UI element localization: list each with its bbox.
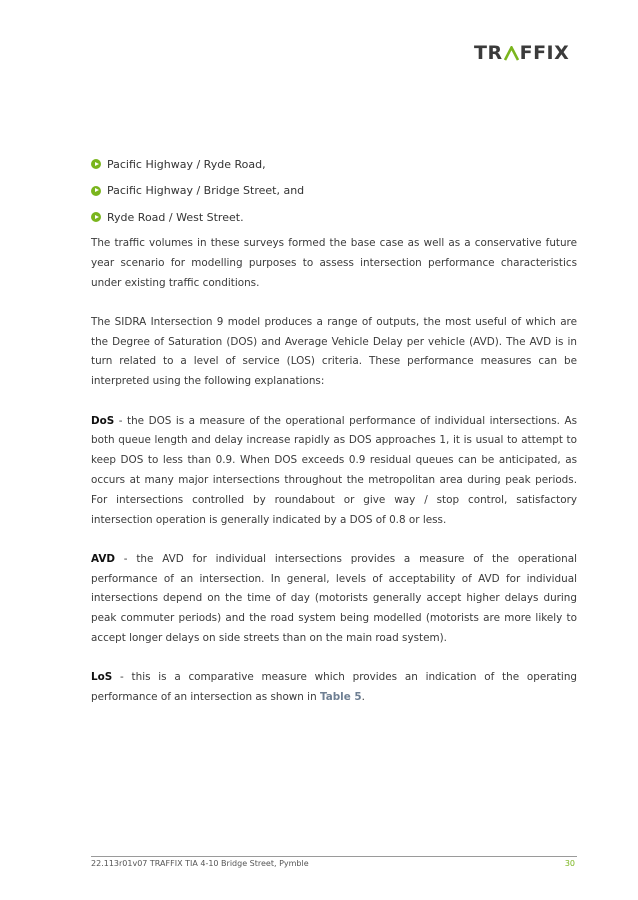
list-item <box>91 151 581 178</box>
dos-text: - the DOS is a measure of the operational performance of individual intersections. As both queue length and delay increase rapidly as DOS approaches 1, it is usual to attempt to keep DOS to less than 0.9. When DOS exceeds 0.9 residual queues can be anticipated, as occurs at many major intersections throughout the metropolitan area during peak periods. For intersections controlled by roundabout or give way / stop control, satisfactory intersection operation is generally indicated by a DOS of 0.8 or less. <box>91 414 577 526</box>
dos-term: DoS <box>91 414 115 427</box>
footer-doc-ref: 22.113r01v07 TRAFFIX TIA 4-10 Bridge Street, Pymble <box>91 859 309 868</box>
table-5-link[interactable]: Table 5 <box>319 691 362 704</box>
footer-divider <box>91 856 577 857</box>
page-number: 30 <box>564 859 575 868</box>
body-text <box>91 234 577 727</box>
logo-text-left: TR <box>474 42 503 64</box>
list-item-text: Pacific Highway / Bridge Street, and <box>107 184 305 198</box>
logo-chevron-icon <box>504 46 519 61</box>
paragraph-dos <box>91 412 577 531</box>
avd-text: - the AVD for individual intersections provides a measure of the operational performance of an intersection. In general, levels of acceptability of AVD for individual intersections depend on the time of day (motorists generally accept higher delays during peak commuter periods) and the road system being modelled (motorists are more likely to accept longer delays on side streets than on the main road system). <box>91 552 577 645</box>
bullet-arrow-icon <box>91 186 101 196</box>
logo-text-right: FFIX <box>519 42 570 64</box>
traffix-logo <box>474 42 569 64</box>
los-end: . <box>361 691 365 704</box>
paragraph-los <box>91 668 577 708</box>
avd-term: AVD <box>91 552 116 565</box>
los-term: LoS <box>91 671 113 684</box>
paragraph-traffic-volumes: The traffic volumes in these surveys formed the base case as well as a conservative future year scenario for modelling purposes to assess intersection performance characteristics under existing traffic conditions. <box>91 237 577 289</box>
bullet-arrow-icon <box>91 159 101 169</box>
paragraph-avd <box>91 550 577 649</box>
bullet-arrow-icon <box>91 212 101 222</box>
list-item-text: Pacific Highway / Ryde Road, <box>107 157 266 171</box>
los-text: - this is a comparative measure which provides an indication of the operating performance of an intersection as shown in <box>91 671 577 704</box>
intersection-list <box>91 151 581 231</box>
paragraph-sidra-outputs: The SIDRA Intersection 9 model produces a range of outputs, the most useful of which are the Degree of Saturation (DOS) and Average Vehicle Delay per vehicle (AVD). The AVD is in turn related to a level of service (LOS) criteria. These performance measures can be interpreted using the following explanations: <box>91 315 577 388</box>
list-item <box>91 204 581 231</box>
list-item-text: Ryde Road / West Street. <box>107 210 244 224</box>
list-item <box>91 178 581 205</box>
